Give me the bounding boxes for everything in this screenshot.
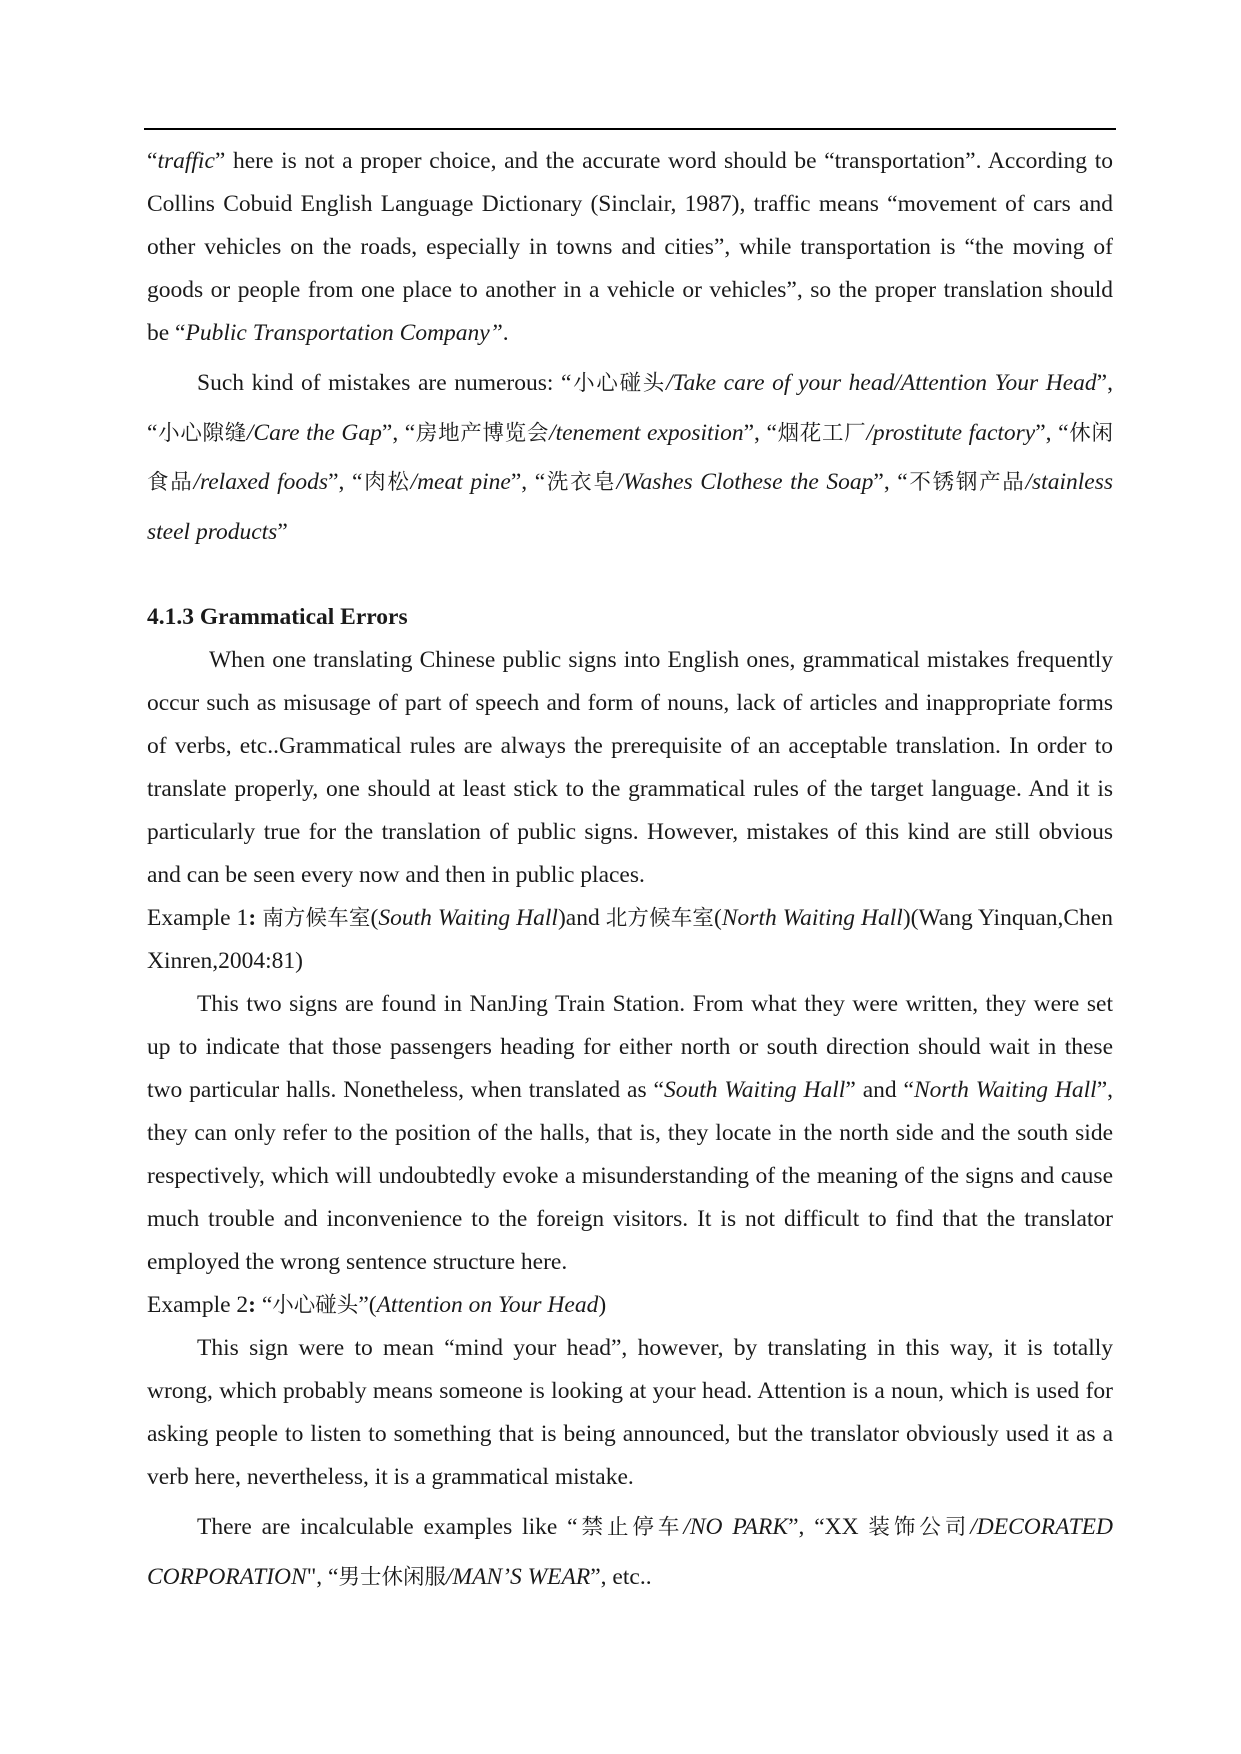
text-run: )and	[557, 905, 606, 931]
english-translation: /Washes Clothese the Soap	[616, 469, 874, 495]
section-heading: 4.1.3 Grammatical Errors	[147, 604, 408, 630]
paragraph-mistake-examples	[147, 359, 1113, 556]
chinese-sign: 休闲食品	[147, 420, 1113, 495]
english-translation: Attention on Your Head	[376, 1292, 599, 1318]
text-run: This two signs are found in NanJing Train Station. From what they were written, they were set up to indicate that those passengers heading for either north or south direction should wait in these two particular halls. Nonetheless, when translated as “	[147, 991, 1113, 1103]
english-translation: South Waiting Hall	[663, 1077, 846, 1103]
text-run: .	[502, 320, 509, 346]
chinese-sign: 装饰公司	[868, 1515, 971, 1540]
chinese-sign: 小心隙缝	[157, 420, 247, 446]
english-translation: South Waiting Hall	[378, 905, 558, 931]
example-label: Example 1	[147, 905, 249, 931]
text-run: ”, “	[147, 370, 1113, 446]
italic-term: Public Transportation Company”	[185, 320, 503, 346]
citation: )(Wang Yinquan,Chen Xinren,2004:81)	[147, 905, 1113, 974]
example-colon: :	[248, 905, 257, 931]
chinese-sign: 小心碰头	[272, 1293, 359, 1318]
text-run: “	[255, 1292, 273, 1318]
example-1	[147, 897, 1113, 983]
text-run: There are incalculable examples like “	[197, 1514, 578, 1540]
english-translation: /Take care of your head/Attention Your Head	[666, 370, 1097, 396]
italic-term: traffic	[157, 148, 215, 174]
example-colon: :	[248, 1292, 256, 1318]
english-translation: /MAN’S WEAR	[446, 1563, 591, 1590]
chinese-sign: 烟花工厂	[776, 420, 867, 446]
chinese-sign: 南方候车室	[262, 906, 371, 931]
text-run: ” and “	[845, 1077, 914, 1103]
text-run: ”, “	[1035, 419, 1069, 446]
text-run: (	[714, 905, 722, 931]
chinese-sign: 肉松	[362, 470, 411, 495]
english-translation: /relaxed foods	[193, 469, 329, 495]
english-translation: North Waiting Hall	[721, 905, 903, 931]
english-translation: /DECORATED CORPORATION	[147, 1514, 1113, 1590]
text-run: ”, “	[510, 469, 546, 495]
english-translation: /tenement exposition	[549, 419, 744, 446]
english-translation: /meat pine	[410, 469, 511, 495]
chinese-sign: 小心碰头	[571, 371, 667, 396]
chinese-sign: 禁止停车	[577, 1515, 684, 1540]
text-run: )	[598, 1292, 607, 1318]
paragraph-waiting-hall	[147, 983, 1113, 1284]
text-run: (	[370, 905, 379, 931]
text-run: ”(	[358, 1292, 377, 1318]
header-rule	[144, 128, 1116, 130]
text-run: ”, etc..	[590, 1563, 652, 1590]
english-translation: /Care the Gap	[246, 419, 382, 446]
example-2	[147, 1284, 1113, 1327]
text-run: ”, “	[743, 419, 777, 446]
text-run: Such kind of mistakes are numerous: “	[197, 370, 572, 396]
english-translation: North Waiting Hall	[913, 1077, 1097, 1103]
text-run: ” here is not a proper choice, and the accurate word should be “transportation”. According to Collins Cobuid English Language Dictionary (Sinclair, 1987), traffic means “movement of cars and other vehicles on the roads, especially in towns and cities”, while transportation is “the moving of goods or people from one place to another in a vehicle or vehicles”, so the proper translation should be “	[147, 148, 1113, 346]
paragraph-attention: This sign were to mean “mind your head”, however, by translating in this way, it is totally wrong, which probably means someone is looking at your head. Attention is a noun, which is used for asking people to listen to something that is being announced, but the translator obviously used it as a verb here, nevertheless, it is a grammatical mistake.	[147, 1335, 1113, 1490]
document-body	[147, 140, 1113, 1602]
text-run: ”, “	[328, 469, 363, 495]
paragraph-more-examples	[147, 1503, 1113, 1602]
english-translation: /NO PARK	[683, 1514, 789, 1540]
paragraph-grammatical-intro: When one translating Chinese public signs into English ones, grammatical mistakes frequently occur such as misusage of part of speech and form of nouns, lack of articles and inappropriate forms of verbs, etc..Grammatical rules are always the prerequisite of an acceptable translation. In order to translate properly, one should at least stick to the grammatical rules of the target language. And it is particularly true for the translation of public signs. However, mistakes of this kind are still obvious and can be seen every now and then in public places.	[147, 647, 1113, 888]
text-run: ”, they can only refer to the position of the halls, that is, they locate in the north side and the south side respectively, which will undoubtedly evoke a misunderstanding of the meaning of the signs and cause much trouble and inconvenience to the foreign visitors. It is not difficult to find that the translator employed the wrong sentence structure here.	[147, 1077, 1113, 1275]
chinese-sign: 洗衣皂	[545, 470, 617, 495]
text-run: ”, “	[381, 419, 416, 446]
chinese-sign: 北方候车室	[605, 906, 715, 931]
chinese-sign: 不锈钢产品	[907, 470, 1026, 495]
english-translation: /stainless steel products	[147, 469, 1113, 545]
english-translation: /prostitute factory	[866, 419, 1036, 446]
text-run: ", “	[306, 1563, 339, 1590]
chinese-sign: 房地产博览会	[415, 420, 550, 446]
text-run: ”, “XX	[788, 1514, 869, 1540]
text-run: ”	[277, 518, 288, 545]
example-label: Example 2	[147, 1292, 249, 1318]
text-run: ”, “	[873, 469, 908, 495]
chinese-sign: 男士休闲服	[338, 1564, 447, 1590]
paragraph-traffic	[147, 140, 1113, 355]
text-run: “	[147, 148, 158, 174]
